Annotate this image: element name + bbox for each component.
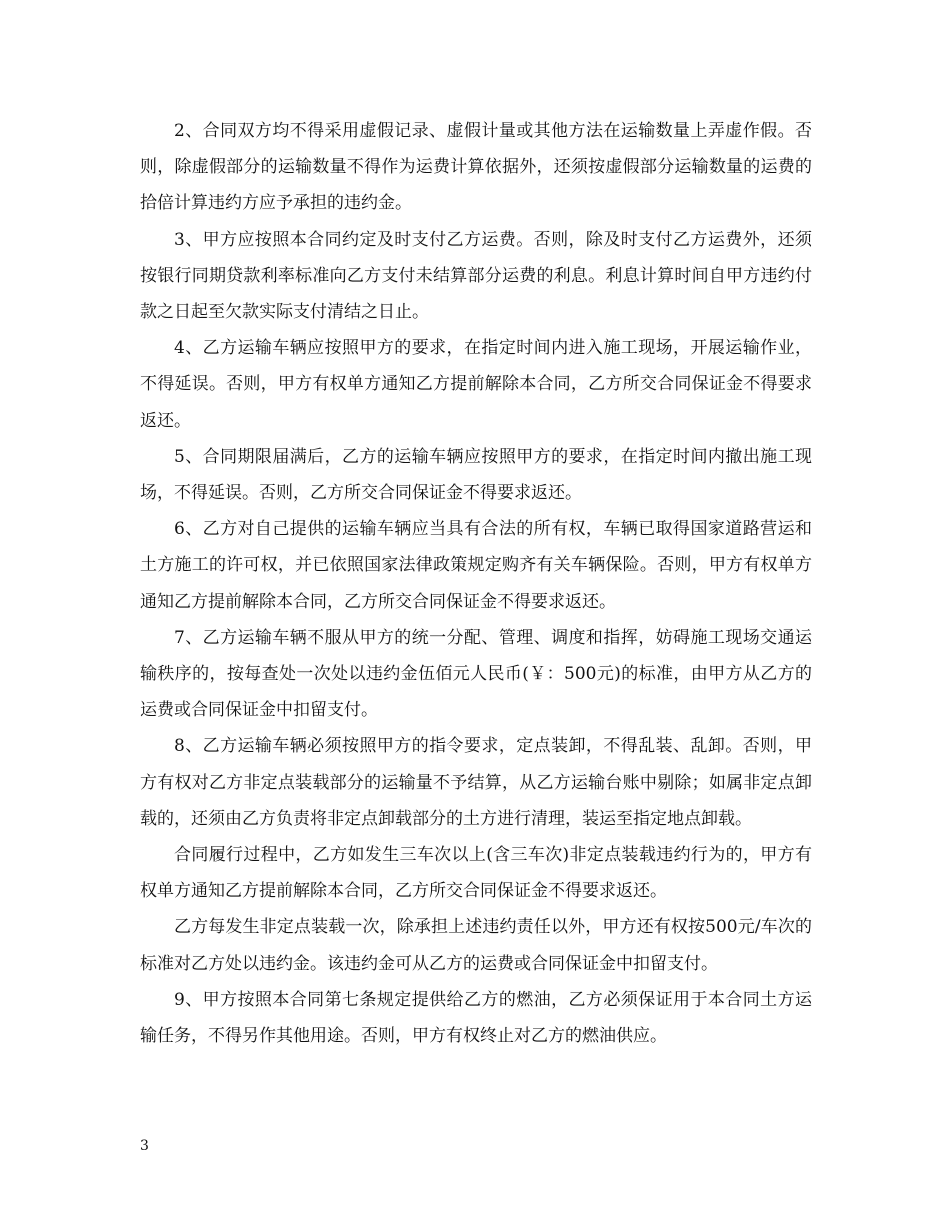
clause-8-paragraph: 8、乙方运输车辆必须按照甲方的指令要求，定点装卸，不得乱装、乱卸。否则，甲方有权对乙方非定点装载部分的运输量不予结算，从乙方运输台账中剔除；如属非定点卸载的，还须由乙方负责将非定点卸载部分的土方进行清理，装运至指定地点卸载。 — [140, 736, 812, 829]
clause-6-paragraph: 6、乙方对自己提供的运输车辆应当具有合法的所有权，车辆已取得国家道路营运和土方施工的许可权，并已依照国家法律政策规定购齐有关车辆保险。否则，甲方有权单方通知乙方提前解除本合同，乙方所交合同保证金不得要求返还。 — [140, 519, 812, 612]
clause-9-paragraph: 9、甲方按照本合同第七条规定提供给乙方的燃油，乙方必须保证用于本合同土方运输任务，不得另作其他用途。否则，甲方有权终止对乙方的燃油供应。 — [140, 989, 812, 1047]
clause-7-paragraph: 7、乙方运输车辆不服从甲方的统一分配、管理、调度和指挥，妨碍施工现场交通运输秩序的，按每查处一次处以违约金伍佰元人民币(￥：500元)的标准，由甲方从乙方的运费或合同保证金中扣留支付。 — [140, 627, 812, 721]
clause-3-paragraph: 3、甲方应按照本合同约定及时支付乙方运费。否则，除及时支付乙方运费外，还须按银行同期贷款利率标准向乙方支付未结算部分运费的利息。利息计算时间自甲方违约付款之日起至欠款实际支付清结之日止。 — [140, 229, 812, 323]
clause-5-paragraph: 5、合同期限届满后，乙方的运输车辆应按照甲方的要求，在指定时间内撤出施工现场，不得延误。否则，乙方所交合同保证金不得要求返还。 — [140, 446, 812, 504]
clause-8-penalty-paragraph: 乙方每发生非定点装载一次，除承担上述违约责任以外，甲方还有权按500元/车次的标准对乙方处以违约金。该违约金可从乙方的运费或合同保证金中扣留支付。 — [140, 917, 812, 974]
clause-4-paragraph: 4、乙方运输车辆应按照甲方的要求，在指定时间内进入施工现场，开展运输作业，不得延误。否则，甲方有权单方通知乙方提前解除本合同，乙方所交合同保证金不得要求返还。 — [140, 338, 812, 431]
page-number: 3 — [140, 1138, 149, 1154]
clause-8-supplement-paragraph: 合同履行过程中，乙方如发生三车次以上(含三车次)非定点装载违约行为的，甲方有权单方通知乙方提前解除本合同，乙方所交合同保证金不得要求返还。 — [140, 845, 812, 902]
clause-2-paragraph: 2、合同双方均不得采用虚假记录、虚假计量或其他方法在运输数量上弄虚作假。否则，除虚假部分的运输数量不得作为运费计算依据外，还须按虚假部分运输数量的运费的拾倍计算违约方应予承担的违约金。 — [140, 121, 812, 214]
document-body — [140, 113, 812, 1054]
